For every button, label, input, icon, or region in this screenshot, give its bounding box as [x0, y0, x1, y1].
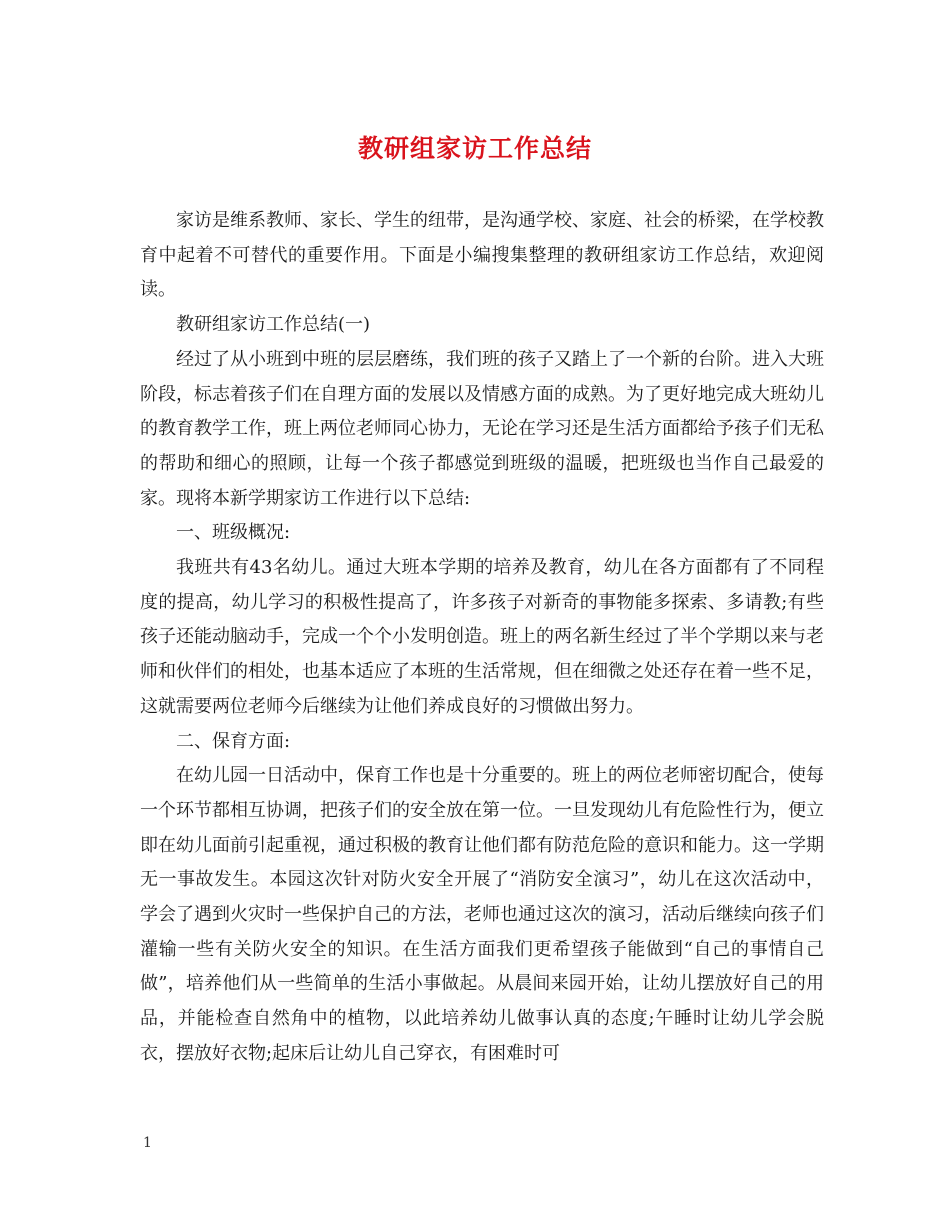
- document-title: 教研组家访工作总结: [357, 134, 592, 163]
- document-body: [140, 204, 824, 1072]
- body-paragraph: 我班共有43名幼儿。通过大班本学期的培养及教育，幼儿在各方面都有了不同程度的提高，幼儿学习的积极性提高了，许多孩子对新奇的事物能多探索、多请教;有些孩子还能动脑动手，完成一个个小发明创造。班上的两名新生经过了半个学期以来与老师和伙伴们的相处，也基本适应了本班的生活常规，但在细微之处还存在着一些不足，这就需要两位老师今后继续为让他们养成良好的习惯做出努力。: [140, 557, 824, 717]
- body-paragraph: 在幼儿园一日活动中，保育工作也是十分重要的。班上的两位老师密切配合，使每一个环节都相互协调，把孩子们的安全放在第一位。一旦发现幼儿有危险性行为，便立即在幼儿面前引起重视，通过积极的教育让他们都有防范危险的意识和能力。这一学期无一事故发生。本园这次针对防火安全开展了“消防安全演习”，幼儿在这次活动中，学会了遇到火灾时一些保护自己的方法，老师也通过这次的演习，活动后继续向孩子们灌输一些有关防火安全的知识。在生活方面我们更希望孩子能做到“自己的事情自己做”，培养他们从一些简单的生活小事做起。从晨间来园开始，让幼儿摆放好自己的用品，并能检查自然角中的植物，以此培养幼儿做事认真的态度;午睡时让幼儿学会脱衣，摆放好衣物;起床后让幼儿自己穿衣，有困难时可: [140, 765, 824, 1064]
- section-heading-class-overview: 一、班级概况:: [176, 522, 291, 544]
- page-number: 1: [143, 1135, 152, 1151]
- section-heading-childcare: 二、保育方面:: [176, 730, 291, 752]
- section-heading-summary-one: 教研组家访工作总结(一): [176, 314, 371, 336]
- body-paragraph: 经过了从小班到中班的层层磨练，我们班的孩子又踏上了一个新的台阶。进入大班阶段，标志着孩子们在自理方面的发展以及情感方面的成熟。为了更好地完成大班幼儿的教育教学工作，班上两位老师同心协力，无论在学习还是生活方面都给予孩子们无私的帮助和细心的照顾，让每一个孩子都感觉到班级的温暖，把班级也当作自己最爱的家。现将本新学期家访工作进行以下总结:: [140, 348, 824, 509]
- intro-paragraph: 家访是维系教师、家长、学生的纽带，是沟通学校、家庭、社会的桥梁，在学校教育中起着不可替代的重要作用。下面是小编搜集整理的教研组家访工作总结，欢迎阅读。: [140, 210, 824, 301]
